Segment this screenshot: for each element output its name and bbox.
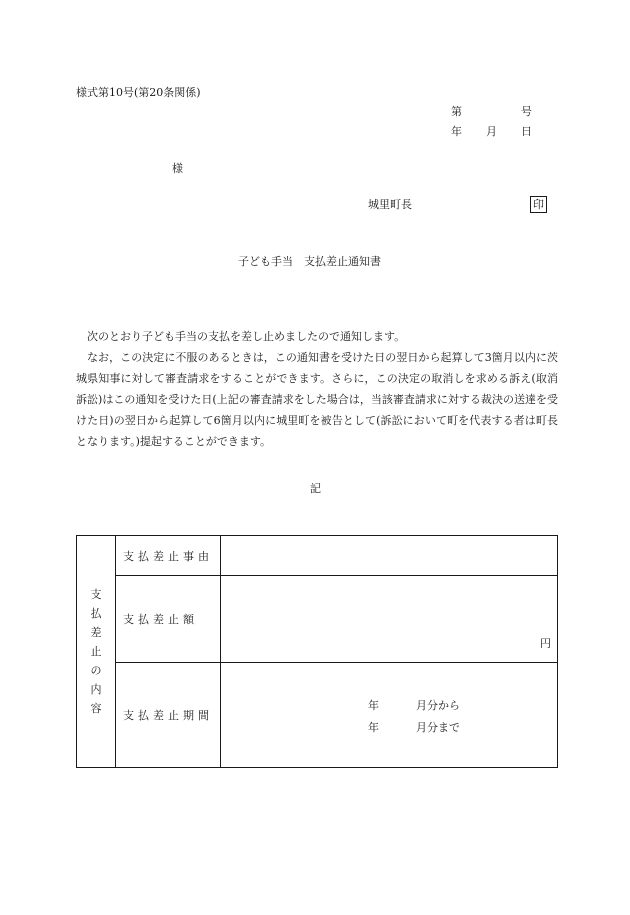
- body-text: [76, 326, 558, 452]
- period-to: [368, 719, 460, 735]
- addressee-honorific: 様: [172, 162, 183, 175]
- reason-label: 支払差止事由: [123, 549, 213, 563]
- reason-label-cell: [116, 536, 221, 576]
- amount-label-cell: [116, 576, 221, 663]
- date-year: 年: [451, 125, 462, 138]
- ki-label: 記: [310, 482, 321, 495]
- period-value-cell[interactable]: [221, 663, 558, 768]
- reason-value-cell[interactable]: [221, 536, 558, 576]
- seal-mark: 印: [530, 196, 547, 213]
- amount-value-cell[interactable]: [221, 576, 558, 663]
- amount-unit: 円: [540, 637, 551, 650]
- period-label-cell: [116, 663, 221, 768]
- period-to-month: 月分まで: [416, 721, 460, 734]
- sender-title: 城里町長: [368, 198, 412, 211]
- document-title: 子ども手当 支払差止通知書: [238, 255, 381, 268]
- body-paragraph-1: 次のとおり子ども手当の支払を差し止めましたので通知します。: [87, 330, 406, 343]
- amount-label: 支払差止額: [123, 613, 198, 626]
- date-day: 日: [521, 125, 532, 138]
- number-suffix: 号: [521, 105, 532, 118]
- period-from-month: 月分から: [416, 699, 460, 712]
- detail-table: [76, 535, 558, 768]
- group-label-cell: [77, 536, 116, 768]
- period-label: 支払差止期間: [123, 709, 213, 722]
- period-from-year: 年: [368, 699, 379, 712]
- number-prefix: 第: [451, 105, 462, 118]
- form-number: 様式第10号(第20条関係): [76, 86, 201, 99]
- period-to-year: 年: [368, 721, 379, 734]
- body-paragraph-2: なお，この決定に不服のあるときは，この通知書を受けた日の翌日から起算して3箇月以内に茨城県知事に対して審査請求をすることができます。さらに，この決定の取消しを求める訴え(取消訴訟)はこの通知を受けた日(上記の審査請求をした場合は，当該審査請求に対する裁決の送達を受けた日)の翌日から起算して6箇月以内に城里町を被告として(訴訟において町を代表する者は町長となります。)提起することができます。: [76, 351, 558, 448]
- group-label: 支払差止の内容: [90, 588, 102, 715]
- period-from: [368, 697, 460, 713]
- date-month: 月: [486, 125, 497, 138]
